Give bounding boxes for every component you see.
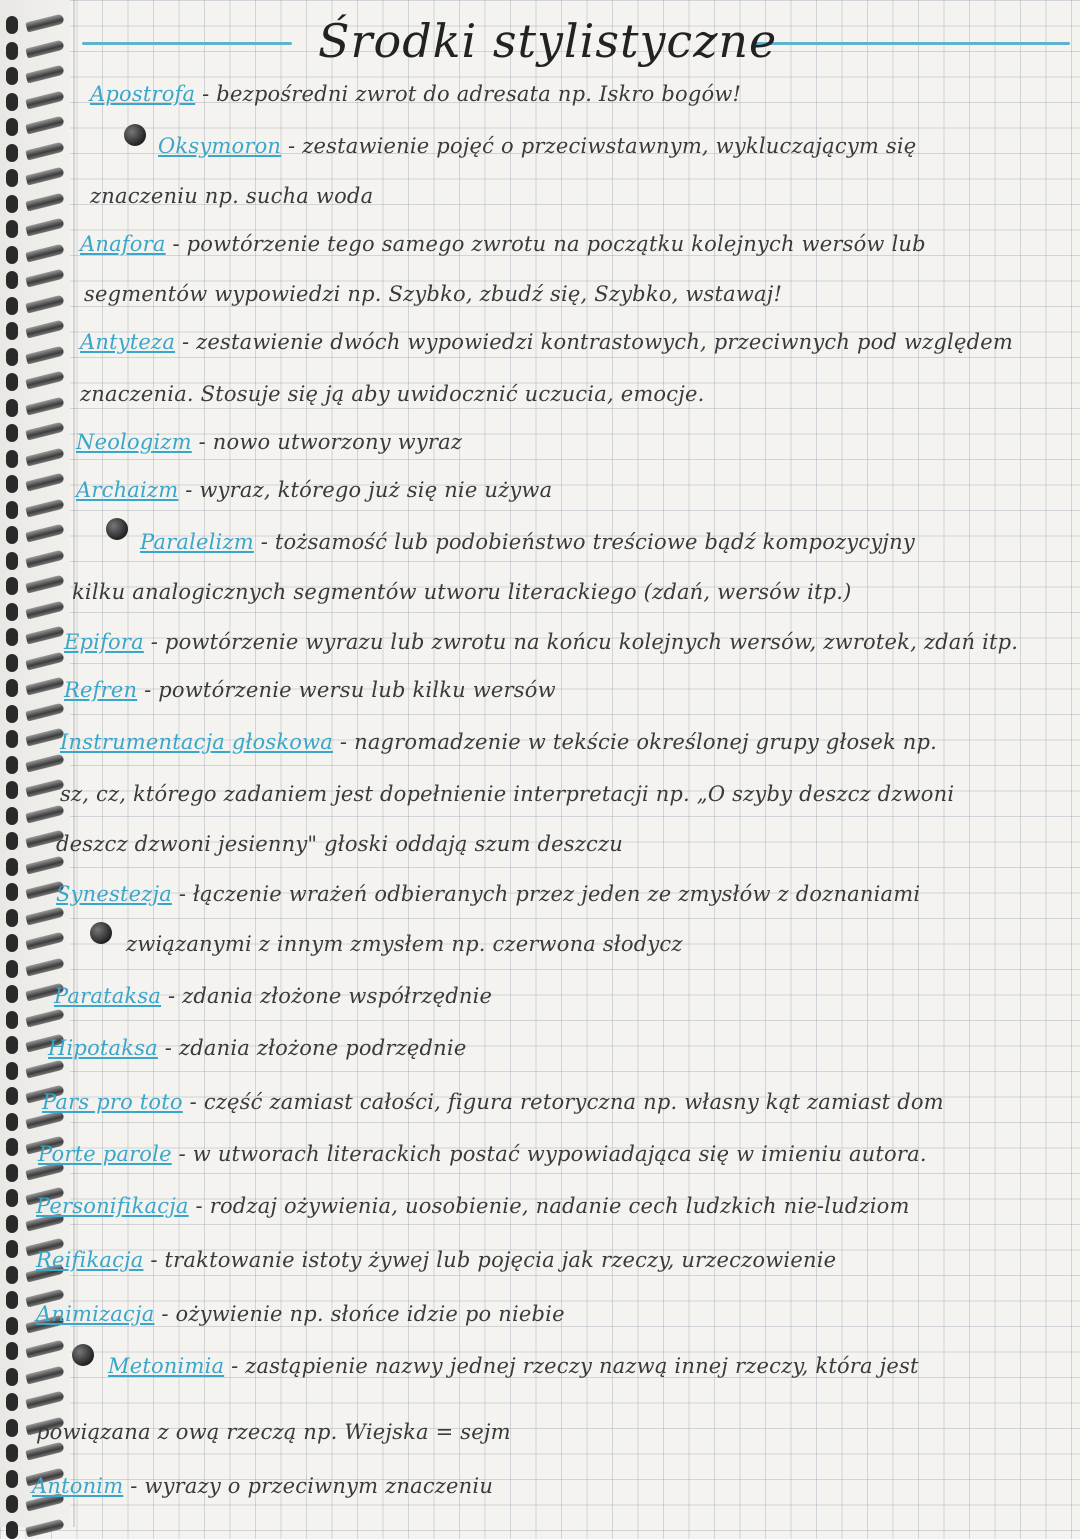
- binding-hole: [6, 756, 18, 774]
- binding-hole: [6, 1342, 18, 1360]
- term-metonimia: Metonimia: [108, 1354, 225, 1378]
- binding-ring: [25, 651, 64, 670]
- definition: - nagromadzenie w tekście określonej grupy głosek np.: [339, 730, 938, 754]
- entry-parataksa: [54, 984, 492, 1008]
- binding-hole: [6, 1189, 18, 1207]
- title-rule-right: [752, 42, 1070, 45]
- binding-ring: [25, 932, 64, 951]
- entry-refren: [64, 678, 556, 702]
- term-epifora: Epifora: [64, 630, 144, 654]
- binding-ring: [25, 626, 64, 645]
- binding-hole: [6, 42, 18, 60]
- binding-hole: [6, 501, 18, 519]
- binding-hole: [6, 424, 18, 442]
- binding-ring: [25, 294, 64, 313]
- binding-hole: [6, 1138, 18, 1156]
- binding-hole: [6, 679, 18, 697]
- definition: - tożsamość lub podobieństwo treściowe bądź kompozycyjny: [260, 530, 915, 554]
- binding-hole: [6, 1495, 18, 1513]
- binding-ring: [25, 39, 64, 58]
- binding-hole: [6, 118, 18, 136]
- entry-antonim: [32, 1474, 493, 1498]
- binding-hole: [6, 1368, 18, 1386]
- definition-continued: deszcz dzwoni jesienny" głoski oddają szum deszczu: [56, 832, 623, 856]
- binding-hole: [6, 1393, 18, 1411]
- binding-hole: [6, 1087, 18, 1105]
- entry-paralelizm: [140, 530, 915, 554]
- binding-hole: [6, 1240, 18, 1258]
- definition: - zdania złożone współrzędnie: [167, 984, 493, 1008]
- definition: - łączenie wrażeń odbieranych przez jeden ze zmysłów z doznaniami: [178, 882, 921, 906]
- term-instrumentacja-gloskowa: Instrumentacja głoskowa: [60, 730, 334, 754]
- spiral-binding: [0, 0, 70, 1527]
- binding-ring: [25, 753, 64, 772]
- binding-hole: [6, 399, 18, 417]
- bullet-dot: [124, 124, 146, 146]
- definition: - zestawienie pojęć o przeciwstawnym, wykluczającym się: [288, 134, 917, 158]
- binding-hole: [6, 322, 18, 340]
- term-refren: Refren: [64, 678, 138, 702]
- binding-ring: [25, 1365, 64, 1384]
- binding-hole: [6, 654, 18, 672]
- binding-ring: [25, 498, 64, 517]
- binding-hole: [6, 985, 18, 1003]
- binding-hole: [6, 577, 18, 595]
- definition: - ożywienie np. słońce idzie po niebie: [161, 1302, 565, 1326]
- binding-ring: [25, 728, 64, 747]
- definition: - rodzaj ożywienia, uosobienie, nadanie cech ludzkich nie-ludziom: [195, 1194, 910, 1218]
- bullet-dot: [72, 1344, 94, 1366]
- binding-ring: [25, 1008, 64, 1027]
- term-archaizm: Archaizm: [76, 478, 179, 502]
- binding-hole: [6, 1470, 18, 1488]
- binding-ring: [25, 1391, 64, 1410]
- binding-hole: [6, 1062, 18, 1080]
- binding-hole: [6, 1444, 18, 1462]
- title-rule-left: [82, 42, 292, 45]
- binding-ring: [25, 65, 64, 84]
- definition-continued: związanymi z innym zmysłem np. czerwona słodycz: [126, 932, 683, 956]
- binding-ring: [25, 14, 64, 33]
- binding-ring: [25, 269, 64, 288]
- binding-hole: [6, 1036, 18, 1054]
- binding-hole: [6, 348, 18, 366]
- term-personifikacja: Personifikacja: [36, 1194, 189, 1218]
- binding-hole: [6, 858, 18, 876]
- binding-hole: [6, 246, 18, 264]
- binding-hole: [6, 169, 18, 187]
- binding-hole: [6, 475, 18, 493]
- term-antonim: Antonim: [32, 1474, 124, 1498]
- entry-animizacja: [36, 1302, 565, 1326]
- term-hipotaksa: Hipotaksa: [48, 1036, 158, 1060]
- entry-oksymoron: [158, 134, 916, 158]
- binding-ring: [25, 1340, 64, 1359]
- entry-apostrofa: [90, 82, 741, 106]
- definition: - bezpośredni zwrot do adresata np. Iskro bogów!: [202, 82, 742, 106]
- definition: - wyraz, którego już się nie używa: [185, 478, 553, 502]
- binding-hole: [6, 1521, 18, 1539]
- binding-ring: [25, 396, 64, 415]
- definition: - powtórzenie wyrazu lub zwrotu na końcu kolejnych wersów, zwrotek, zdań itp.: [150, 630, 1019, 654]
- definition: - nowo utworzony wyraz: [198, 430, 463, 454]
- term-pars-pro-toto: Pars pro toto: [42, 1090, 183, 1114]
- binding-hole: [6, 220, 18, 238]
- definition-continued: sz, cz, którego zadaniem jest dopełnienie interpretacji np. „O szyby deszcz dzwoni: [60, 782, 955, 806]
- binding-ring: [25, 141, 64, 160]
- definition: - zestawienie dwóch wypowiedzi kontrastowych, przeciwnych pod względem: [181, 330, 1013, 354]
- term-reifikacja: Reifikacja: [36, 1248, 144, 1272]
- binding-hole: [6, 934, 18, 952]
- binding-ring: [25, 167, 64, 186]
- binding-ring: [25, 218, 64, 237]
- term-animizacja: Animizacja: [36, 1302, 155, 1326]
- entry-instrumentacja-gloskowa: [60, 730, 937, 754]
- binding-hole: [6, 144, 18, 162]
- binding-hole: [6, 781, 18, 799]
- binding-ring: [25, 779, 64, 798]
- margin-line: [73, 0, 75, 1527]
- term-synestezja: Synestezja: [56, 882, 172, 906]
- term-porte-parole: Porte parole: [38, 1142, 172, 1166]
- bullet-dot: [90, 922, 112, 944]
- entry-personifikacja: [36, 1194, 910, 1218]
- binding-ring: [25, 192, 64, 211]
- definition: - część zamiast całości, figura retoryczna np. własny kąt zamiast dom: [189, 1090, 944, 1114]
- term-parataksa: Parataksa: [54, 984, 162, 1008]
- binding-ring: [25, 422, 64, 441]
- binding-hole: [6, 1215, 18, 1233]
- binding-hole: [6, 195, 18, 213]
- entry-hipotaksa: [48, 1036, 466, 1060]
- definition: - wyrazy o przeciwnym znaczeniu: [130, 1474, 494, 1498]
- definition-continued: powiązana z ową rzeczą np. Wiejska = sejm: [36, 1420, 511, 1444]
- binding-hole: [6, 1113, 18, 1131]
- binding-ring: [25, 243, 64, 262]
- definition-continued: znaczeniu np. sucha woda: [90, 184, 374, 208]
- definition-continued: znaczenia. Stosuje się ją aby uwidocznić uczucia, emocje.: [80, 382, 705, 406]
- binding-ring: [25, 447, 64, 466]
- binding-ring: [25, 906, 64, 925]
- binding-ring: [25, 1059, 64, 1078]
- binding-ring: [25, 371, 64, 390]
- definition-continued: kilku analogicznych segmentów utworu literackiego (zdań, wersów itp.): [72, 580, 852, 604]
- entry-synestezja: [56, 882, 920, 906]
- bullet-dot: [106, 518, 128, 540]
- binding-hole: [6, 450, 18, 468]
- entry-anafora: [80, 232, 926, 256]
- entry-neologizm: [76, 430, 462, 454]
- binding-hole: [6, 730, 18, 748]
- binding-hole: [6, 16, 18, 34]
- entry-reifikacja: [36, 1248, 836, 1272]
- binding-ring: [25, 473, 64, 492]
- term-oksymoron: Oksymoron: [158, 134, 282, 158]
- binding-hole: [6, 67, 18, 85]
- binding-ring: [25, 804, 64, 823]
- binding-hole: [6, 807, 18, 825]
- binding-ring: [25, 320, 64, 339]
- term-apostrofa: Apostrofa: [90, 82, 196, 106]
- binding-hole: [6, 297, 18, 315]
- binding-hole: [6, 1419, 18, 1437]
- binding-ring: [25, 855, 64, 874]
- binding-hole: [6, 832, 18, 850]
- binding-ring: [25, 600, 64, 619]
- term-anafora: Anafora: [80, 232, 166, 256]
- definition: - powtórzenie wersu lub kilku wersów: [144, 678, 556, 702]
- binding-hole: [6, 1266, 18, 1284]
- binding-hole: [6, 909, 18, 927]
- binding-hole: [6, 1011, 18, 1029]
- binding-hole: [6, 1164, 18, 1182]
- binding-hole: [6, 526, 18, 544]
- entry-archaizm: [76, 478, 552, 502]
- binding-ring: [25, 575, 64, 594]
- binding-hole: [6, 628, 18, 646]
- definition: - zdania złożone podrzędnie: [164, 1036, 467, 1060]
- entry-metonimia: [108, 1354, 919, 1378]
- binding-ring: [25, 702, 64, 721]
- binding-ring: [25, 1442, 64, 1461]
- entry-pars-pro-toto: [42, 1090, 944, 1114]
- entry-epifora: [64, 630, 1018, 654]
- binding-hole: [6, 1291, 18, 1309]
- term-antyteza: Antyteza: [80, 330, 176, 354]
- binding-hole: [6, 93, 18, 111]
- binding-hole: [6, 883, 18, 901]
- binding-ring: [25, 549, 64, 568]
- binding-hole: [6, 960, 18, 978]
- page-title: Środki stylistyczne: [318, 14, 778, 68]
- binding-ring: [25, 1518, 64, 1537]
- term-paralelizm: Paralelizm: [140, 530, 254, 554]
- definition-continued: segmentów wypowiedzi np. Szybko, zbudź się, Szybko, wstawaj!: [84, 282, 783, 306]
- entry-antyteza: [80, 330, 1013, 354]
- binding-ring: [25, 957, 64, 976]
- binding-ring: [25, 345, 64, 364]
- entry-porte-parole: [38, 1142, 927, 1166]
- binding-hole: [6, 373, 18, 391]
- binding-ring: [25, 90, 64, 109]
- term-neologizm: Neologizm: [76, 430, 192, 454]
- binding-ring: [25, 677, 64, 696]
- binding-hole: [6, 552, 18, 570]
- definition: - w utworach literackich postać wypowiadająca się w imieniu autora.: [178, 1142, 927, 1166]
- definition: - powtórzenie tego samego zwrotu na początku kolejnych wersów lub: [172, 232, 926, 256]
- definition: - traktowanie istoty żywej lub pojęcia jak rzeczy, urzeczowienie: [150, 1248, 837, 1272]
- binding-hole: [6, 271, 18, 289]
- definition: - zastąpienie nazwy jednej rzeczy nazwą innej rzeczy, która jest: [231, 1354, 919, 1378]
- binding-hole: [6, 603, 18, 621]
- binding-hole: [6, 1317, 18, 1335]
- binding-hole: [6, 705, 18, 723]
- binding-ring: [25, 524, 64, 543]
- binding-ring: [25, 116, 64, 135]
